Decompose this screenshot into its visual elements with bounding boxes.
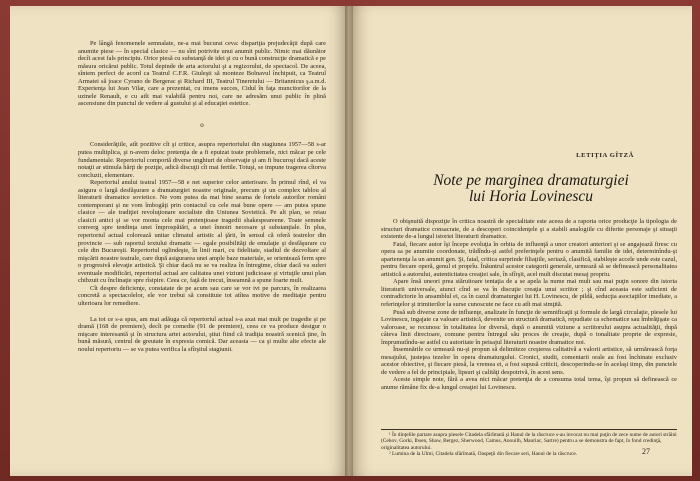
footnote-1: ¹ În dinţelile partare asupra piesele Citadela sfărîmată şi Hanul de la răscruce s-au invocat nu mai puţin de zece nume de autori străini (Cehov, Gorki, Ibsen, Shaw, Bergez, Sherwood, Camus, Anouilh, Mauriac, Sartre) pentru a se demonstra de fapt, în fond credinţă, originalitatea autorului. <box>381 432 677 451</box>
right-paragraph-3: Apare însă uneori prea stăruitoare tentaţia de a se apela la nume mai mult sau mai puţin sonore din istoria literaturii universale, atunci cînd se va în discuţie creaţia unui scriitor ; şi cînd aceasta este suficient de contradictorie în ansamblul ei, ca în cazul dramaturgiei lui H. Lovinescu, de pildă, seducţia asociaţiilor imediate, a referinţelor şi trimiterilor la surse cunoscute ne face cu atît mai simţită. <box>381 278 677 309</box>
article-title <box>381 173 681 204</box>
article-title-line-2: lui Horia Lovinescu <box>469 187 593 205</box>
right-paragraph-4: Pusă sub diverse zone de influenţe, analizate în funcţie de semnificaţii şi formule de largă circulaţie, piesele lui Lovinescu, ingajate ca valoare artistică, devenite un structură dramatică, repudiate ca schematice sau îmbrăţişate ca valoroase, se recunosc în totalitatea lor diversă, după o anumită viziune a scriitorului asupra actualităţii, după câteva linii directoare, comune pentru întregul său proces de creaţie, după o tonalitate proprie de expresie, împrumutîndu-se astfel cu autoritate în peisajul literaturii noastre dramatice noi. <box>381 308 677 346</box>
left-paragraph-1: Pe lângă fenomenele semnalate, ne-a mai bucurat ceva: dispariţia prejudecăţii după care anumite piese — în special clasice — nu sînt potrivite unui anumit public. Nimic mai dăunător decît acest fals principiu. Orice piesă cu substanţă de idei şi cu o bună construcţie dramatică e pe măsura oricărui public. Totul depinde de arta actorului şi a regizorului, de spectacol. De aceea, sîntem perfect de acord ca Teatrul C.F.R. Giuleşti să monteze Bolnavul închipuit, ca Teatrul Armatei să joace Cyrano de Bergerac şi Richard III, Teatrul Tineretului — Britannicus ş.a.m.d. Experienţa lui Jean Vilar, care a prezentat, cu imens succes, Cidul în faţa muncitorilor de la uzinele Renault, e cu atît mai valabilă pentru noi, care ne adresăm unui public în plină ascensiune din punctul de vedere al gustului şi al educaţiei estetice. <box>78 40 326 108</box>
left-paragraph-3: Repertoriul anului teatral 1957—58 e net superior celor anterioare. În primul rînd, el va asigura o largă desfăşurare a dramaturgiei noastre originale, precum şi un complex tablou al literaturii dramatice sovietice. Ne vom putea da mai bine seama de fortele autorilor români contemporani şi ne vom îmbogăţi prin contactul cu cele mai bune opere — am putea spune clasice — ale tradiţiei revoluţionare socialiste din Uniunea Sovietică. Pe alt plan, se reiau clasicii antici şi se vor monta cele mai pretenţioase tragedii shakespeareene. Toate semnele converg spre tendinţa unei împrospătări, a unei înnoiri necesare şi substanţiale. În plus, repertoriul actual colorează unitar climatul artistic al ţării, în sensul că oferă teatrelor din provincie — sub raportul textului dramatic — egale posibilităţi de emulaţie şi desfăşurare cu cele din Bucureşti. Repertoriul oglindeşte, în linii mari, cu fidelitate, stadiul de dezvoltare al mişcării noastre teatrale, care după asigurarea unei ample baze materiale, se orientează ferm spre o progresivă elevaţie artistică. Şi chiar dacă nu se va realiza în întregime, chiar dacă va suferi eventuale modificări, repertoriul actual are calitatea unei viziuni judicioase şi virtuţile unui plan chibzuit cu înclinaţie spre rîsipire. Ceea ce, faţă de trecut, înseamnă a spune foarte mult. <box>78 179 326 285</box>
section-separator: o <box>200 120 204 129</box>
right-paragraph-1: O obişnuită dispoziţie în critica noastră de specialitate este aceea de a raporta orice producţie la tipologia de structuri dramatice consacrate, de a descoperi coincidenţele şi a stabili analogiile cu diferite personaje şi situaţii existente de-a lungul istoriei literaturii dramatice. <box>381 218 677 241</box>
right-paragraph-6: Aceste simple note, fără a avea nici măcar pretenţia de a consuma total tema, îşi propun să definească ce anume rămâne fix de-a lungul creaţiei lui Lovinescu. <box>381 376 677 392</box>
left-page <box>10 6 349 476</box>
article-author: LETIŢIA GÎTZĂ <box>576 152 634 159</box>
page-number: 27 <box>642 447 650 456</box>
left-paragraph-4: Cît despre deficienţe, constatate de pe acum sau care se vor ivi pe parcurs, în realizarea concretă a spectacolelor, ele vor trebui să constituie tot atîtea motive de meditaţie pentru ulterioara lor remediere. <box>78 284 326 307</box>
footnotes <box>381 429 677 457</box>
article-title-line-1: Note pe marginea dramaturgiei <box>433 172 629 189</box>
right-page <box>349 6 692 476</box>
left-paragraph-5: La tot ce s-a spus, am mai adăuga că repertoriul actual s-a axat mai mult pe tragedie şi pe dramă (168 de premiere), decît pe comedie (91 de premiere), ceea ce va produce desigur o mişcare interesantă şi în structura artei actorului, ştiut fiind că tradiţia noastră scenică ţine, în bună măsură, centrul de greutate în expresia comică. Dar aceasta — ca şi multe alte efecte ale noului repertoriu — se va putea verifica la sfîrşitul stagiunii. <box>78 315 326 353</box>
left-column <box>78 40 326 353</box>
left-paragraph-2: Considerăţiile, atît pozitive cît şi critice, asupra repertoriului din stagiunea 1957—58 s-ar putea multiplica, şi n-avem deloc pretenţia de a fi epuizat toate problemele, nici măcar pe cele fundamentale. Repertoriul comportă diverse unghiuri de observaţie şi am fi bucuroşi dacă aceste notaţii ar stimula hărţi de poziţie, adică discuţii cît mai fertile. Totuşi, se impune tragerea cîtorva concluzii, elementare. <box>78 141 326 179</box>
book-gutter <box>345 6 353 476</box>
right-paragraph-2: Fatal, fiecare autor îşi începe evoluţia în orbita de influenţă a unor creatori anteriori şi se angajează firesc cu opera sa pe anumite coordonate, trădîndu-şi astfel preferinţele pentru o anumită familie de idei, determinîndu-şi apartenenţa la un anumit gen. Şi, fatal, critica surprinde filiaţiile, seriază, clasifică, stabileşte accele unde este cazul, pentru fiecare operă, genul ei proprîu. Înăuntrul acestor categorii generale, urmează să se definească personalitatea artistică a autorului, autenticitatea creaţiei sale, în sfîrşit, acel mult discutat mesaj propriu. <box>381 240 677 278</box>
right-paragraph-5: Însemnările ce urmează nu-şi propun să delimiteze creşterea calitativă a valorii artistice, să urmărească forţa mesajului, justeţea tezelor în opera dramaturgului. Cronici, studii, comentarii orale au fost închinate exclusiv acestor obiective, şi fiecare piesă, la vremea ei, a fost supusă criticii, descoperindu-se în acelaşi timp, din punctele de vedere a fel de principiale, lipsuri şi calităţi despotrivă, în acest sens. <box>381 346 677 376</box>
right-column <box>381 218 677 392</box>
paragraph-gap <box>78 308 326 316</box>
footnote-2: ² Lumina de la Ulmi, Citadela sfărîmată, Oaspeţii din fiecare seri, Hanul de la răscruce. <box>389 450 578 457</box>
